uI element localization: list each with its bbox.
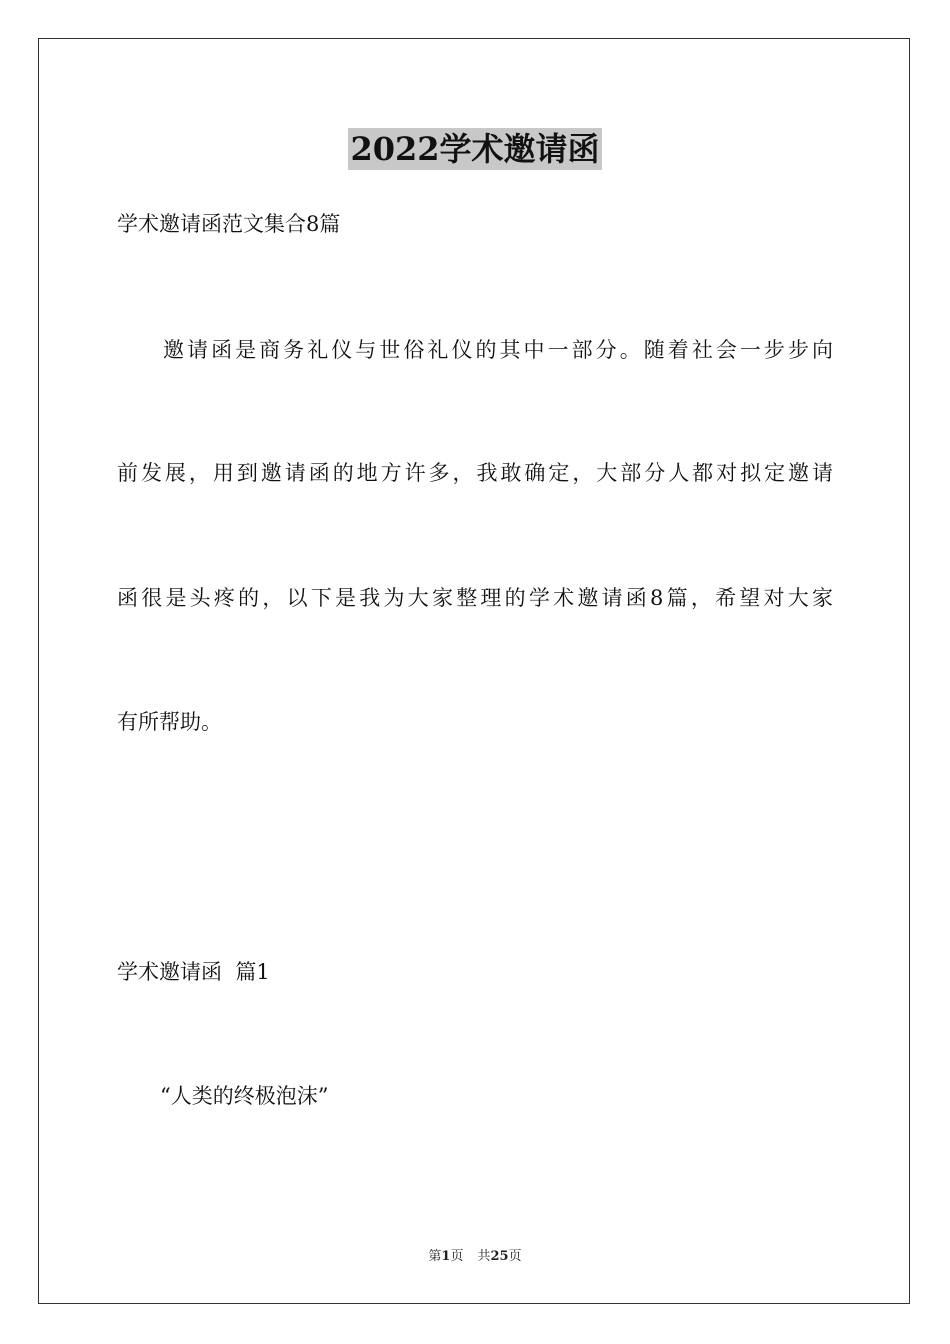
page-footer [0, 1248, 950, 1266]
intro-line-1: 邀请函是商务礼仪与世俗礼仪的其中一部分。随着社会一步步向 [163, 338, 833, 362]
title-container [0, 128, 950, 170]
intro-line-4: 有所帮助。 [117, 710, 222, 734]
intro-line-3: 函很是头疼的，以下是我为大家整理的学术邀请函8篇，希望对大家 [117, 586, 833, 610]
section-heading: 学术邀请函 篇1 [117, 960, 270, 984]
document-subtitle: 学术邀请函范文集合8篇 [117, 212, 341, 236]
footer-total-prefix: 共 [477, 1249, 491, 1264]
footer-page-number: 1 [441, 1249, 451, 1264]
footer-total-pages: 25 [490, 1249, 509, 1264]
footer-page-suffix: 页 [450, 1249, 464, 1264]
footer-page-prefix: 第 [428, 1249, 442, 1264]
footer-total-suffix: 页 [508, 1249, 522, 1264]
quote-line: “人类的终极泡沫” [160, 1084, 329, 1108]
document-title: 2022学术邀请函 [350, 130, 600, 168]
intro-line-2: 前发展，用到邀请函的地方许多，我敢确定，大部分人都对拟定邀请 [117, 461, 833, 485]
